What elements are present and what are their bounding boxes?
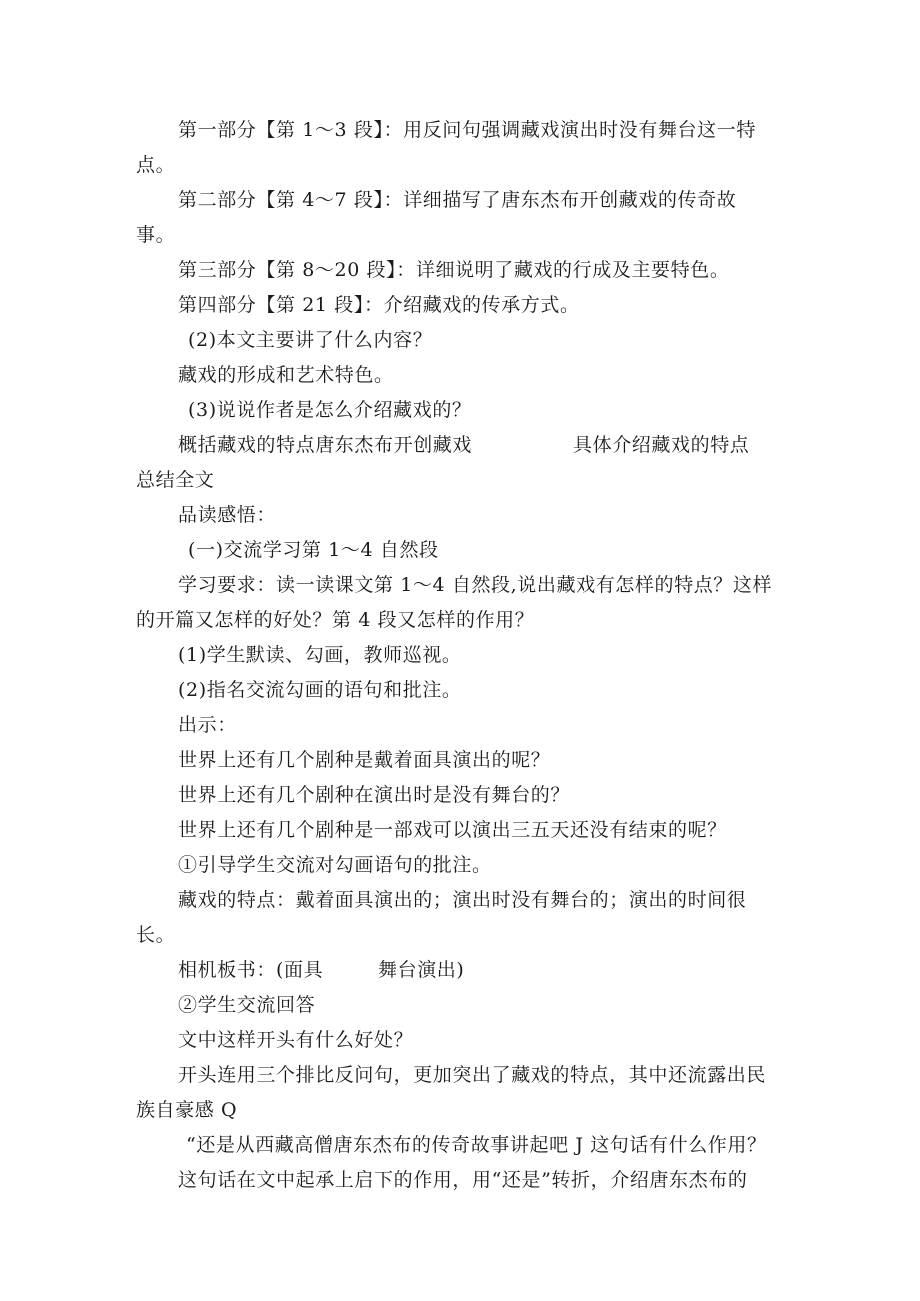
text-line: 品读感悟： (178, 504, 277, 526)
text-line: (2)本文主要讲了什么内容？ (188, 329, 433, 351)
text-line: (一)交流学习第 1～4 自然段 (188, 539, 439, 561)
text-line: 事。 (136, 224, 176, 246)
text-line: 第一部分【第 1～3 段】：用反问句强调藏戏演出时没有舞台这一特 (178, 119, 756, 141)
text-line: 总结全文 (136, 469, 215, 491)
text-line: 开头连用三个排比反问句，更加突出了藏戏的特点，其中还流露出民 (178, 1064, 767, 1086)
text-line: ①引导学生交流对勾画语句的批注。 (178, 854, 492, 876)
text-line: 舞台演出) (378, 959, 465, 981)
text-line: 长。 (136, 924, 176, 946)
text-line: 学习要求：读一读课文第 1～4 自然段,说出藏戏有怎样的特点？这样 (178, 574, 773, 596)
text-line: (2)指名交流勾画的语句和批注。 (178, 679, 462, 701)
text-line: 相机板书：(面具 (178, 959, 324, 981)
text-line: (1)学生默读、勾画，教师巡视。 (178, 644, 462, 666)
text-line: 这句话在文中起承上启下的作用，用“还是”转折，介绍唐东杰布的 (178, 1169, 748, 1191)
text-line: 点。 (136, 154, 176, 176)
text-line: 文中这样开头有什么好处？ (178, 1029, 414, 1051)
text-line: 第二部分【第 4～7 段】：详细描写了唐东杰布开创藏戏的传奇故 (178, 189, 737, 211)
text-line: “还是从西藏高僧唐东杰布的传奇故事讲起吧 J 这句话有什么作用？ (186, 1134, 767, 1156)
text-line: 世界上还有几个剧种在演出时是没有舞台的？ (178, 784, 571, 806)
text-line: 具体介绍藏戏的特点 (573, 434, 750, 456)
text-line: ②学生交流回答 (178, 994, 316, 1016)
text-line: 藏戏的形成和艺术特色。 (178, 364, 394, 386)
text-line: 第四部分【第 21 段】：介绍藏戏的传承方式。 (178, 294, 580, 316)
text-line: (3)说说作者是怎么介绍藏戏的？ (188, 399, 472, 421)
text-line: 概括藏戏的特点唐东杰布开创藏戏 (178, 434, 473, 456)
text-line: 世界上还有几个剧种是戴着面具演出的呢？ (178, 749, 551, 771)
text-line: 出示： (178, 714, 237, 736)
text-line: 族自豪感 Q (136, 1099, 238, 1121)
text-line: 第三部分【第 8～20 段】：详细说明了藏戏的行成及主要特色。 (178, 259, 730, 281)
text-line: 的开篇又怎样的好处？第 4 段又怎样的作用？ (136, 609, 535, 631)
text-line: 世界上还有几个剧种是一部戏可以演出三五天还没有结束的呢？ (178, 819, 727, 841)
text-line: 藏戏的特点：戴着面具演出的；演出时没有舞台的；演出的时间很 (178, 889, 747, 911)
